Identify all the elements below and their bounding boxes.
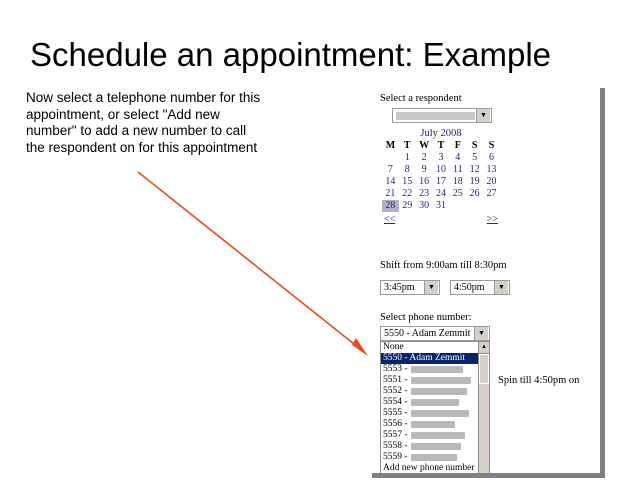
calendar-week-row <box>382 200 500 212</box>
phone-number-select[interactable] <box>380 326 490 341</box>
dropdown-option-label: 5550 - Adam Zemmit <box>383 353 466 363</box>
calendar-day[interactable]: 29 <box>402 200 413 211</box>
dropdown-option-label: 5556 - <box>383 419 408 429</box>
calendar-day[interactable]: 9 <box>421 164 427 175</box>
app-screenshot <box>372 88 605 478</box>
dropdown-option-add-number[interactable] <box>381 463 489 474</box>
callout-text: Now select a telephone number for this appointment, or select "Add new number" to add a new number to call the respondent on for this appointment <box>26 90 261 155</box>
redacted-bar <box>411 421 455 428</box>
dropdown-option-label: 5551 - <box>383 375 408 385</box>
calendar-week-row <box>382 152 500 164</box>
dropdown-option-label: Add new phone number <box>383 463 475 473</box>
calendar-day-selected[interactable]: 28 <box>382 200 399 212</box>
calendar-day[interactable]: 16 <box>419 176 430 187</box>
calendar-day[interactable] <box>483 200 500 212</box>
calendar-day[interactable]: 19 <box>469 176 480 187</box>
dropdown-option-label: 5557 - <box>383 430 408 440</box>
calendar-day[interactable]: 5 <box>472 152 478 163</box>
time-from-value: 3:45pm <box>384 282 415 293</box>
calendar-nav <box>382 214 500 227</box>
calendar-weekday: W <box>419 140 430 151</box>
calendar-day[interactable]: 25 <box>452 188 463 199</box>
calendar-day[interactable]: 20 <box>486 176 497 187</box>
chevron-down-icon: ▼ <box>474 327 488 340</box>
calendar-week-row <box>382 188 500 200</box>
chevron-down-icon: ▼ <box>476 109 490 122</box>
calendar-day[interactable] <box>382 152 399 164</box>
calendar-weekday: F <box>454 140 461 151</box>
time-to-value: 4:50pm <box>454 282 485 293</box>
page-title: Schedule an appointment: Example <box>30 36 552 73</box>
calendar-day[interactable]: 1 <box>404 152 410 163</box>
chevron-down-icon: ▼ <box>424 281 438 294</box>
redacted-bar <box>411 410 469 417</box>
dropdown-option[interactable] <box>381 364 489 375</box>
redacted-bar <box>411 388 467 395</box>
respondent-select-value <box>396 112 475 120</box>
calendar-day[interactable]: 12 <box>469 164 480 175</box>
dropdown-option[interactable] <box>381 452 489 463</box>
calendar-next-link[interactable]: >> <box>486 214 498 225</box>
calendar-week-row <box>382 176 500 188</box>
calendar-day[interactable]: 3 <box>438 152 444 163</box>
redacted-bar <box>411 366 463 373</box>
phone-number-value: 5550 - Adam Zemmit <box>384 328 471 339</box>
calendar-day[interactable]: 31 <box>435 200 446 211</box>
time-from-select[interactable] <box>380 280 440 295</box>
dropdown-option[interactable] <box>381 441 489 452</box>
calendar-weekday: T <box>437 140 445 151</box>
shift-label: Shift from 9:00am till 8:30pm <box>380 260 507 271</box>
calendar-weekday-row <box>382 140 500 152</box>
calendar-day[interactable]: 10 <box>435 164 446 175</box>
dropdown-scrollbar[interactable] <box>478 342 489 474</box>
calendar-day[interactable]: 30 <box>419 200 430 211</box>
redacted-bar <box>411 432 465 439</box>
calendar-day[interactable]: 24 <box>435 188 446 199</box>
calendar-grid <box>382 140 500 212</box>
dropdown-option[interactable] <box>381 419 489 430</box>
dropdown-option-label: 5553 - <box>383 364 408 374</box>
calendar-day[interactable]: 15 <box>402 176 413 187</box>
calendar-weekday: S <box>471 140 478 151</box>
phone-number-dropdown-list[interactable] <box>380 341 490 475</box>
calendar-week-row <box>382 164 500 176</box>
calendar-day[interactable] <box>466 200 483 212</box>
calendar-day[interactable]: 14 <box>385 176 396 187</box>
dropdown-option-label: 5558 - <box>383 441 408 451</box>
dropdown-option-selected[interactable] <box>381 353 489 364</box>
calendar-day[interactable]: 4 <box>455 152 461 163</box>
calendar-day[interactable]: 6 <box>489 152 495 163</box>
chevron-down-icon: ▼ <box>494 281 508 294</box>
dropdown-option[interactable] <box>381 397 489 408</box>
calendar-day[interactable]: 27 <box>486 188 497 199</box>
calendar-prev-link[interactable]: << <box>384 214 396 225</box>
respondent-label: Select a respondent <box>380 93 462 104</box>
redacted-bar <box>411 399 459 406</box>
calendar-day[interactable]: 26 <box>469 188 480 199</box>
calendar-day[interactable]: 11 <box>452 164 463 175</box>
calendar-weekday: T <box>403 140 411 151</box>
dropdown-option[interactable] <box>381 408 489 419</box>
calendar-day[interactable]: 23 <box>419 188 430 199</box>
dropdown-option-label: 5554 - <box>383 397 408 407</box>
time-to-select[interactable] <box>450 280 510 295</box>
respondent-select[interactable] <box>392 108 492 123</box>
scroll-thumb[interactable] <box>479 354 489 384</box>
calendar-title: July 2008 <box>420 128 462 139</box>
spill-text: Spin till 4:50pm on <box>498 375 580 386</box>
dropdown-option-label: 5559 - <box>383 452 408 462</box>
calendar-day[interactable] <box>449 200 466 212</box>
scroll-up-icon[interactable]: ▲ <box>479 342 489 354</box>
dropdown-option-label: 5555 - <box>383 408 408 418</box>
dropdown-option[interactable] <box>381 342 489 353</box>
calendar-day[interactable]: 8 <box>404 164 410 175</box>
redacted-bar <box>411 443 461 450</box>
redacted-bar <box>411 454 457 461</box>
calendar-day[interactable]: 13 <box>486 164 497 175</box>
calendar-day[interactable]: 7 <box>387 164 393 175</box>
phone-number-label: Select phone number: <box>380 312 472 323</box>
calendar-weekday: M <box>385 140 396 151</box>
calendar-day[interactable]: 22 <box>402 188 413 199</box>
calendar-weekday: S <box>488 140 495 151</box>
calendar-day[interactable]: 18 <box>452 176 463 187</box>
dropdown-option[interactable] <box>381 375 489 386</box>
redacted-bar <box>411 377 471 384</box>
calendar-day[interactable]: 2 <box>421 152 427 163</box>
dropdown-option-label: 5552 - <box>383 386 408 396</box>
dropdown-option-label: None <box>383 342 404 352</box>
dropdown-option[interactable] <box>381 430 489 441</box>
calendar <box>382 128 500 227</box>
dropdown-option[interactable] <box>381 386 489 397</box>
calendar-day[interactable]: 21 <box>385 188 396 199</box>
calendar-day[interactable]: 17 <box>435 176 446 187</box>
